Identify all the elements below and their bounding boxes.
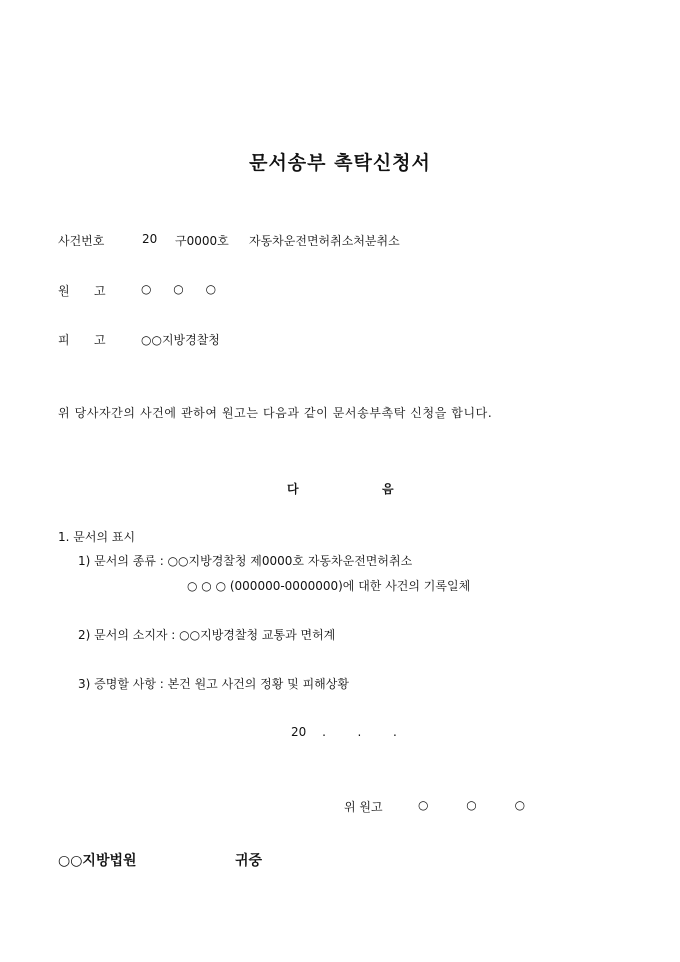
defendant-label-second: 고 [94,333,106,347]
court-suffix: 귀중 [235,853,263,869]
case-number-label: 사건번호 [58,234,105,248]
document-holder-line: 2) 문서의 소지자 : ○○지방경찰청 교통과 면허계 [78,628,336,642]
document-type-line: 1) 문서의 종류 : ○○지방경찰청 제0000호 자동차운전면허취소 [78,554,413,568]
section-title: 1. 문서의 표시 [58,530,136,544]
document-title: 문서송부 촉탁신청서 [249,152,431,174]
plaintiff-name: ○ ○ ○ [141,282,226,296]
date-line: 20 . . . [291,725,397,739]
intro-paragraph: 위 당사자간의 사건에 관하여 원고는 다음과 같이 문서송부촉탁 신청을 합니다. [58,406,493,420]
proof-matter-line: 3) 증명할 사항 : 본건 원고 사건의 정황 및 피해상황 [78,677,349,691]
case-year: 20 [142,232,158,246]
document-type-continuation: ○ ○ ○ (000000-0000000)에 대한 사건의 기록일체 [187,579,471,593]
case-number: 구0000호 [175,234,229,248]
defendant-label-first: 피 [58,333,70,347]
heading-da: 다 [287,482,299,496]
heading-eum: 음 [382,482,394,496]
case-name: 자동차운전면허취소처분취소 [249,234,400,248]
signature-name: ○ ○ ○ [418,798,543,812]
signature-label: 위 원고 [344,800,383,814]
defendant-name: ○○지방경찰청 [141,333,220,347]
plaintiff-label-first: 원 [58,284,70,298]
plaintiff-label-second: 고 [94,284,106,298]
court-name: ○○지방법원 [58,853,137,869]
